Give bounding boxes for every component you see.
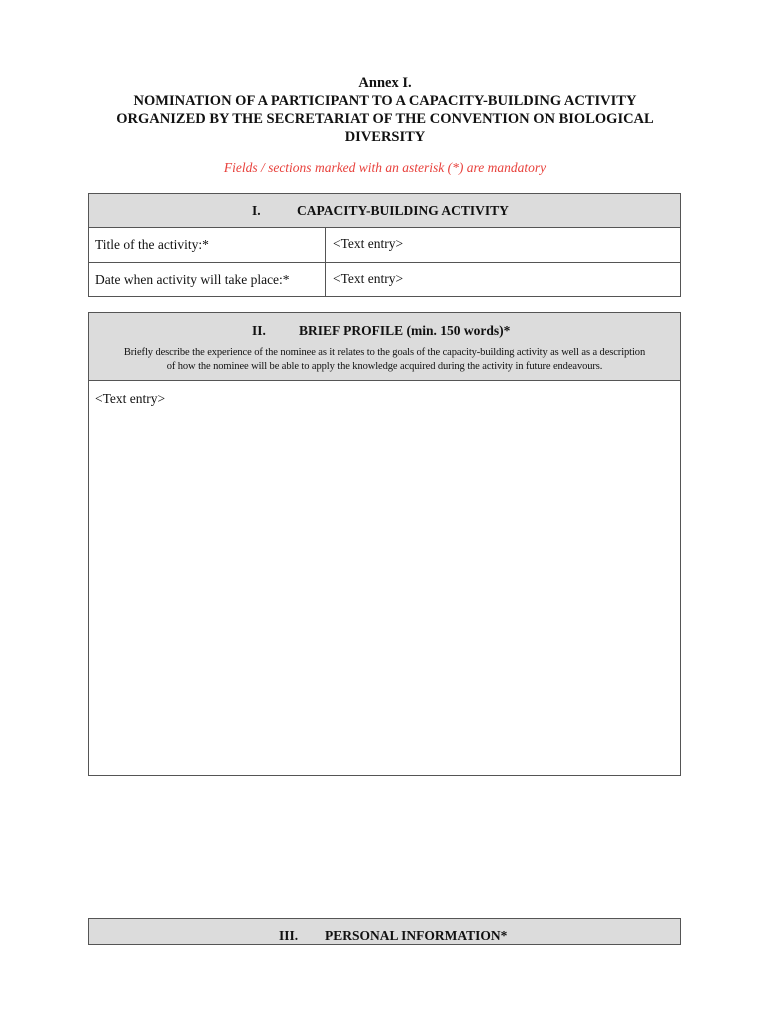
section-personal-information (88, 918, 681, 945)
section-brief-profile (88, 312, 681, 776)
section-3-header (89, 919, 680, 944)
section-1-title: CAPACITY-BUILDING ACTIVITY (297, 203, 509, 218)
activity-title-field[interactable]: <Text entry> (333, 236, 404, 251)
activity-title-row (89, 227, 680, 262)
section-1-header (89, 194, 680, 227)
section-3-title: PERSONAL INFORMATION* (325, 928, 508, 943)
section-1-number: I. (252, 203, 261, 218)
section-3-number: III. (279, 928, 299, 943)
form-title-line-2: ORGANIZED BY THE SECRETARIAT OF THE CONVENTION ON BIOLOGICAL (116, 111, 654, 127)
annex-label: Annex I. (358, 75, 412, 91)
section-2-header (89, 313, 680, 381)
activity-title-label: Title of the activity:* (89, 228, 326, 262)
form-title-line-1: NOMINATION OF A PARTICIPANT TO A CAPACITY-BUILDING ACTIVITY (133, 93, 637, 109)
section-2-description-line-1: Briefly describe the experience of the nominee as it relates to the goals of the capacity-building activity as well as a description (123, 347, 646, 358)
section-capacity-building-activity (88, 193, 681, 297)
section-2-number: II. (252, 323, 266, 338)
section-2-title: BRIEF PROFILE (min. 150 words)* (299, 323, 511, 338)
document-header (60, 74, 710, 146)
activity-date-label: Date when activity will take place:* (89, 263, 326, 297)
activity-date-row (89, 262, 680, 297)
section-2-description (93, 346, 676, 374)
section-2-description-line-2: of how the nominee will be able to apply the knowledge acquired during the activity in future endeavours. (166, 361, 603, 372)
form-title-line-3: DIVERSITY (344, 129, 426, 145)
mandatory-fields-note: Fields / sections marked with an asterisk (*) are mandatory (223, 160, 547, 175)
activity-date-field[interactable]: <Text entry> (333, 271, 404, 286)
brief-profile-field[interactable]: <Text entry> (95, 391, 166, 406)
